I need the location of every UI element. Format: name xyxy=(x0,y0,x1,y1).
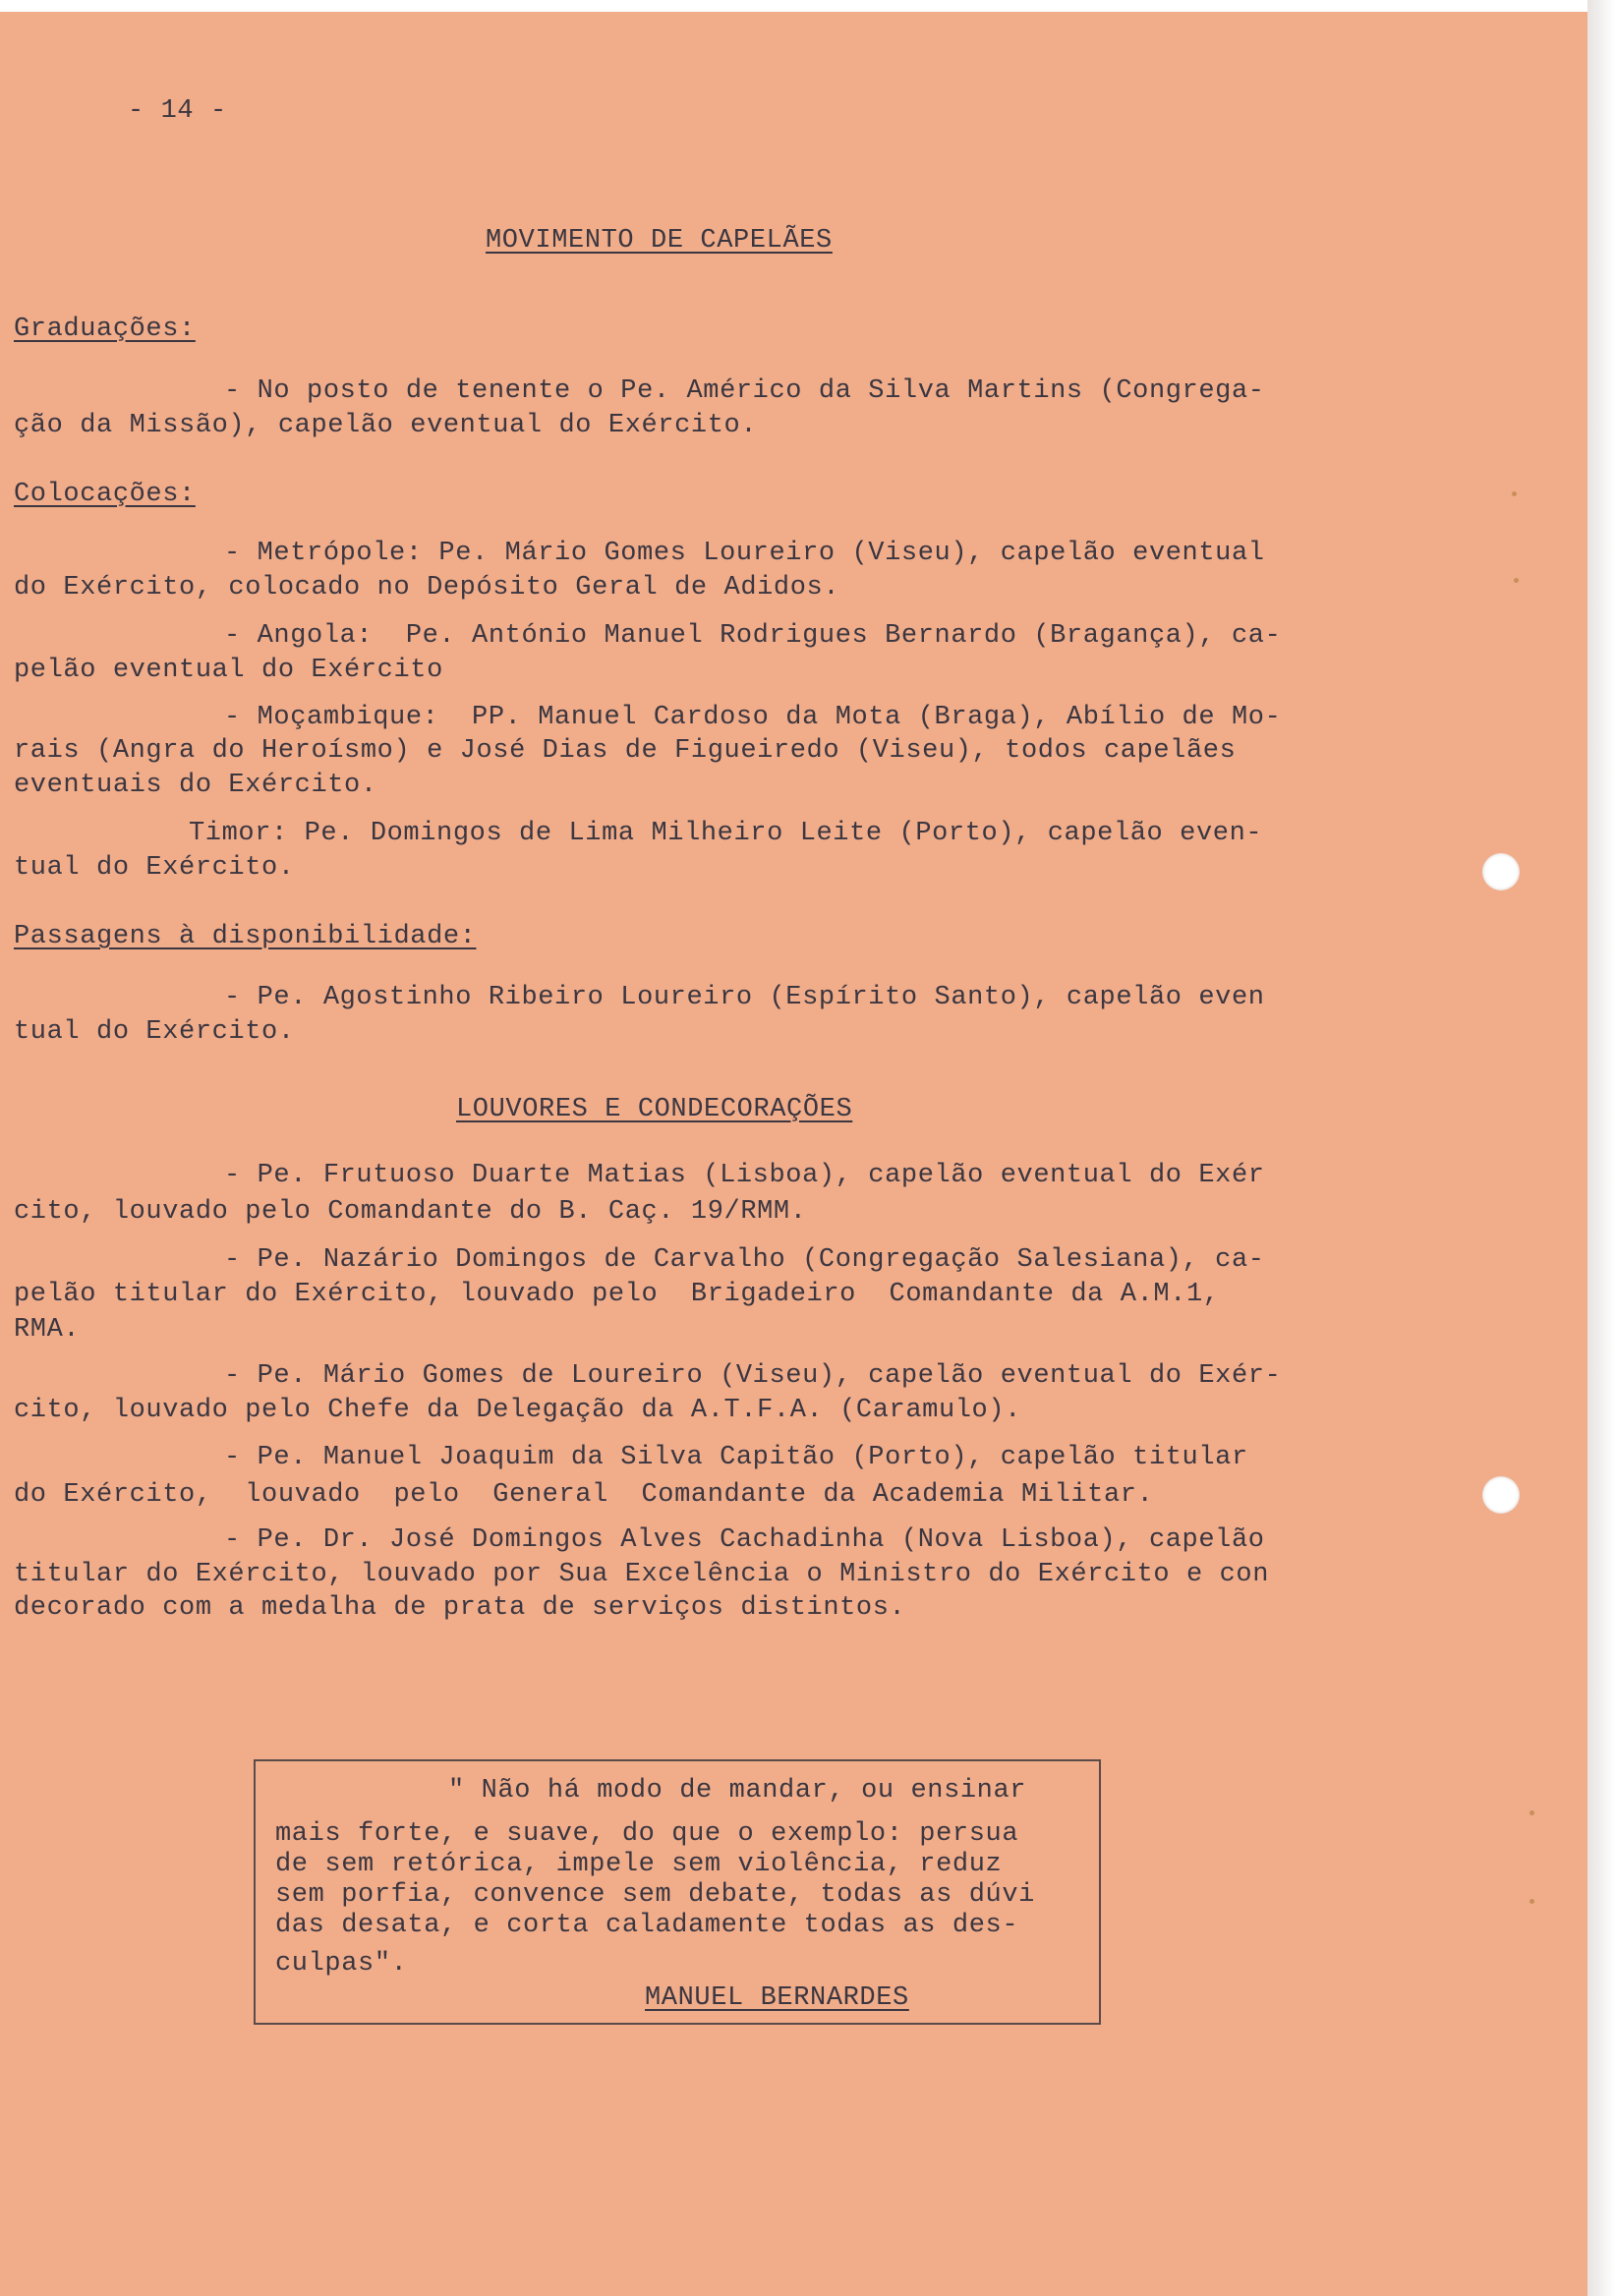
page-number: - 14 - xyxy=(128,96,227,126)
heading-colocacoes: Colocações: xyxy=(14,480,196,509)
quote-line: " Não há modo de mandar, ou ensinar xyxy=(448,1776,1027,1806)
paragraph-line: Timor: Pe. Domingos de Lima Milheiro Leite (Porto), capelão even- xyxy=(189,819,1263,848)
paragraph-line: - Pe. Mário Gomes de Loureiro (Viseu), capelão eventual do Exér- xyxy=(224,1361,1282,1391)
paragraph-line: ção da Missão), capelão eventual do Exército. xyxy=(14,411,758,440)
paragraph-line: cito, louvado pelo Chefe da Delegação da A.T.F.A. (Caramulo). xyxy=(14,1396,1021,1425)
heading-passagens: Passagens à disponibilidade: xyxy=(14,922,477,951)
paragraph-line: - Pe. Agostinho Ribeiro Loureiro (Espírito Santo), capelão even xyxy=(224,983,1265,1012)
paragraph-line: do Exército, louvado pelo General Comandante da Academia Militar. xyxy=(14,1480,1154,1510)
paragraph-line: decorado com a medalha de prata de serviços distintos. xyxy=(14,1593,906,1623)
paragraph-line: do Exército, colocado no Depósito Geral de Adidos. xyxy=(14,573,840,603)
paper-speck xyxy=(1529,1899,1534,1904)
heading-graduacoes: Graduações: xyxy=(14,315,196,344)
paragraph-line: - Pe. Nazário Domingos de Carvalho (Congregação Salesiana), ca- xyxy=(224,1245,1265,1275)
paper-speck xyxy=(1512,491,1517,496)
paragraph-line: cito, louvado pelo Comandante do B. Caç. 19/RMM. xyxy=(14,1197,807,1227)
paragraph-line: - Moçambique: PP. Manuel Cardoso da Mota (Braga), Abílio de Mo- xyxy=(224,703,1282,732)
section-title-movimento: MOVIMENTO DE CAPELÃES xyxy=(486,226,833,256)
quote-line: culpas". xyxy=(275,1949,408,1979)
page-edge xyxy=(1587,0,1615,2296)
quote-line: das desata, e corta caladamente todas as des- xyxy=(275,1911,1019,1940)
quote-author: MANUEL BERNARDES xyxy=(645,1983,909,2013)
paragraph-line: - Pe. Dr. José Domingos Alves Cachadinha (Nova Lisboa), capelão xyxy=(224,1525,1265,1555)
paragraph-line: - Metrópole: Pe. Mário Gomes Loureiro (Viseu), capelão eventual xyxy=(224,539,1265,568)
paragraph-line: pelão eventual do Exército xyxy=(14,656,443,685)
quote-line: de sem retórica, impele sem violência, reduz xyxy=(275,1850,1003,1879)
quote-line: sem porfia, convence sem debate, todas as dúvi xyxy=(275,1880,1035,1910)
paragraph-line: - Pe. Manuel Joaquim da Silva Capitão (Porto), capelão titular xyxy=(224,1443,1248,1472)
paper-speck xyxy=(1514,578,1519,583)
section-title-louvores: LOUVORES E CONDECORAÇÕES xyxy=(456,1095,853,1124)
paragraph-line: pelão titular do Exército, louvado pelo Brigadeiro Comandante da A.M.1, xyxy=(14,1280,1220,1309)
paragraph-line: - No posto de tenente o Pe. Américo da Silva Martins (Congrega- xyxy=(224,376,1265,406)
punch-hole xyxy=(1482,1476,1520,1514)
quote-line: mais forte, e suave, do que o exemplo: persua xyxy=(275,1819,1019,1849)
paragraph-line: tual do Exército. xyxy=(14,1017,295,1047)
paragraph-line: eventuais do Exército. xyxy=(14,771,377,800)
punch-hole xyxy=(1482,853,1520,890)
paragraph-line: - Pe. Frutuoso Duarte Matias (Lisboa), capelão eventual do Exér xyxy=(224,1161,1265,1190)
paragraph-line: tual do Exército. xyxy=(14,853,295,883)
paper-speck xyxy=(1529,1810,1534,1815)
paragraph-line: RMA. xyxy=(14,1315,81,1345)
paragraph-line: - Angola: Pe. António Manuel Rodrigues Bernardo (Bragança), ca- xyxy=(224,621,1282,651)
paragraph-line: titular do Exército, louvado por Sua Excelência o Ministro do Exército e con xyxy=(14,1560,1269,1589)
paragraph-line: rais (Angra do Heroísmo) e José Dias de Figueiredo (Viseu), todos capelães xyxy=(14,736,1237,766)
